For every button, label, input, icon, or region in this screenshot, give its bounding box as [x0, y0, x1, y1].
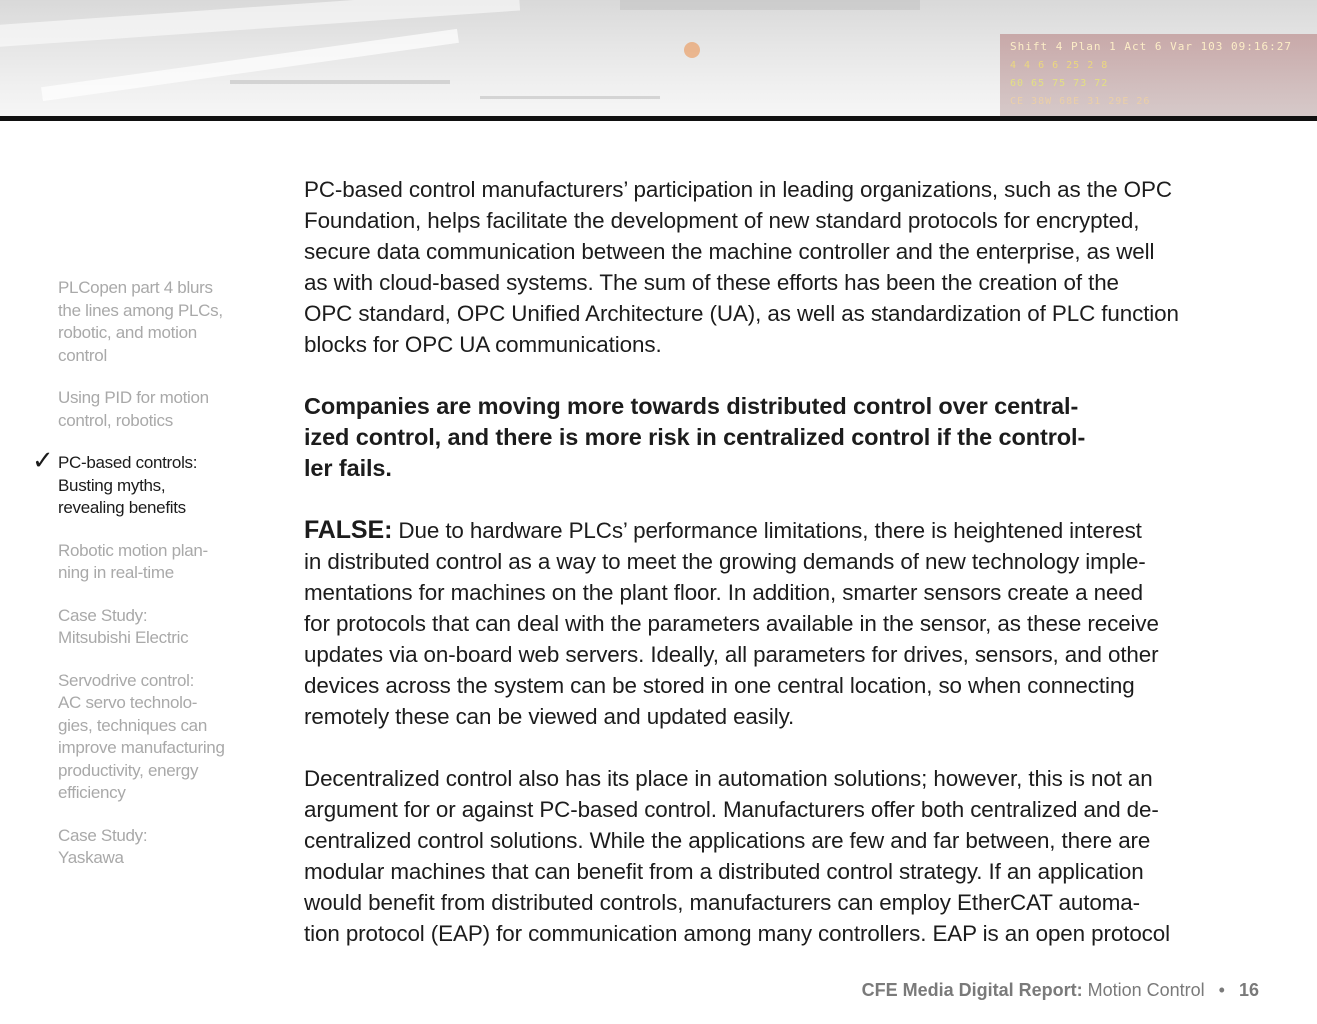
nav-item-label: Case Study: Mitsubishi Electric — [58, 605, 189, 647]
scoreboard-row: Shift 4 Plan 1 Act 6 Var 103 09:16:27 — [1010, 40, 1293, 53]
nav-item-robotic-motion[interactable] — [58, 540, 248, 585]
nav-item-label: Case Study: Yaskawa — [58, 825, 148, 867]
page-footer — [862, 980, 1259, 1001]
report-topic: Motion Control — [1082, 980, 1205, 1000]
header-banner-image — [0, 0, 1317, 116]
body-paragraph: Decentralized control also has its place in automation solutions; however, this is not an argument for or against PC-based control. Manufacturers offer both centralized and de- centralized control solutions. While the applications are few and far between, there are modular machines that can benefit from a distributed control strategy. If an application would benefit from distributed controls, manufacturers can employ EtherCAT automa- tion protocol (EAP) for communication among many controllers. EAP is an open protocol — [304, 766, 1170, 946]
article-body — [304, 174, 1264, 980]
header-rule — [0, 116, 1317, 121]
myth-statement: Companies are moving more towards distributed control over central- ized control, and there is more risk in centralized control if the control- ler fails. — [304, 393, 1086, 481]
article-navigation — [32, 277, 248, 890]
scoreboard-row: 60 65 75 73 72 — [1010, 78, 1109, 89]
separator-bullet: • — [1218, 980, 1225, 1000]
nav-item-case-study-yaskawa[interactable] — [58, 825, 248, 870]
checkmark-icon: ✓ — [32, 446, 54, 476]
nav-item-label: Robotic motion plan- ning in real-time — [58, 540, 208, 582]
nav-item-label: Using PID for motion control, robotics — [58, 388, 209, 430]
nav-item-label: Servodrive control: AC servo technolo- gies, techniques can improve manufacturing productivity, energy efficiency — [58, 670, 225, 802]
page-number: 16 — [1238, 980, 1259, 1000]
nav-item-label: PLCopen part 4 blurs the lines among PLCs, robotic, and motion control — [58, 278, 223, 365]
nav-item-label: PC-based controls: Busting myths, revealing benefits — [58, 453, 198, 517]
body-paragraph: PC-based control manufacturers’ participation in leading organizations, such as the OPC Foundation, helps facilitate the development of new standard protocols for encrypted, secure data communication between the machine controller and the enterprise, as well as with cloud-based systems. The sum of these efforts has been the creation of the OPC standard, OPC Unified Architecture (UA), as well as standardization of PLC function blocks for OPC UA communications. — [304, 177, 1179, 357]
scoreboard-row: CE 38W 68E 31 29E 26 — [1010, 96, 1151, 107]
nav-item-plcopen[interactable] — [58, 277, 248, 367]
production-scoreboard — [1000, 34, 1317, 116]
ceiling-beam — [41, 29, 459, 101]
nav-item-pid[interactable] — [58, 387, 248, 432]
ceiling-light — [480, 96, 660, 99]
scoreboard-row: 4 4 6 6 25 2 8 — [1010, 60, 1109, 71]
body-paragraph — [304, 515, 1264, 732]
publication-name: CFE Media Digital Report: — [861, 980, 1083, 1000]
nav-item-servodrive[interactable] — [58, 670, 248, 805]
verdict-text: Due to hardware PLCs’ performance limitations, there is heightened interest in distributed control as a way to meet the growing demands of new technology imple- mentations for machines on the plant floor. In addition, smarter sensors create a need for protocols that can deal with the parameters available in the sensor, as these receive updates via on-board web servers. Ideally, all parameters for drives, sensors, and other devices across the system can be stored in one central location, so when connecting remotely these can be viewed and updated easily. — [304, 518, 1159, 729]
ceiling-light — [230, 80, 450, 84]
crane-hook — [684, 42, 700, 58]
verdict-label: FALSE: — [304, 516, 393, 544]
ceiling-beam — [620, 0, 920, 10]
nav-item-pc-based-controls[interactable] — [32, 446, 248, 520]
nav-item-case-study-mitsubishi[interactable] — [58, 605, 248, 650]
